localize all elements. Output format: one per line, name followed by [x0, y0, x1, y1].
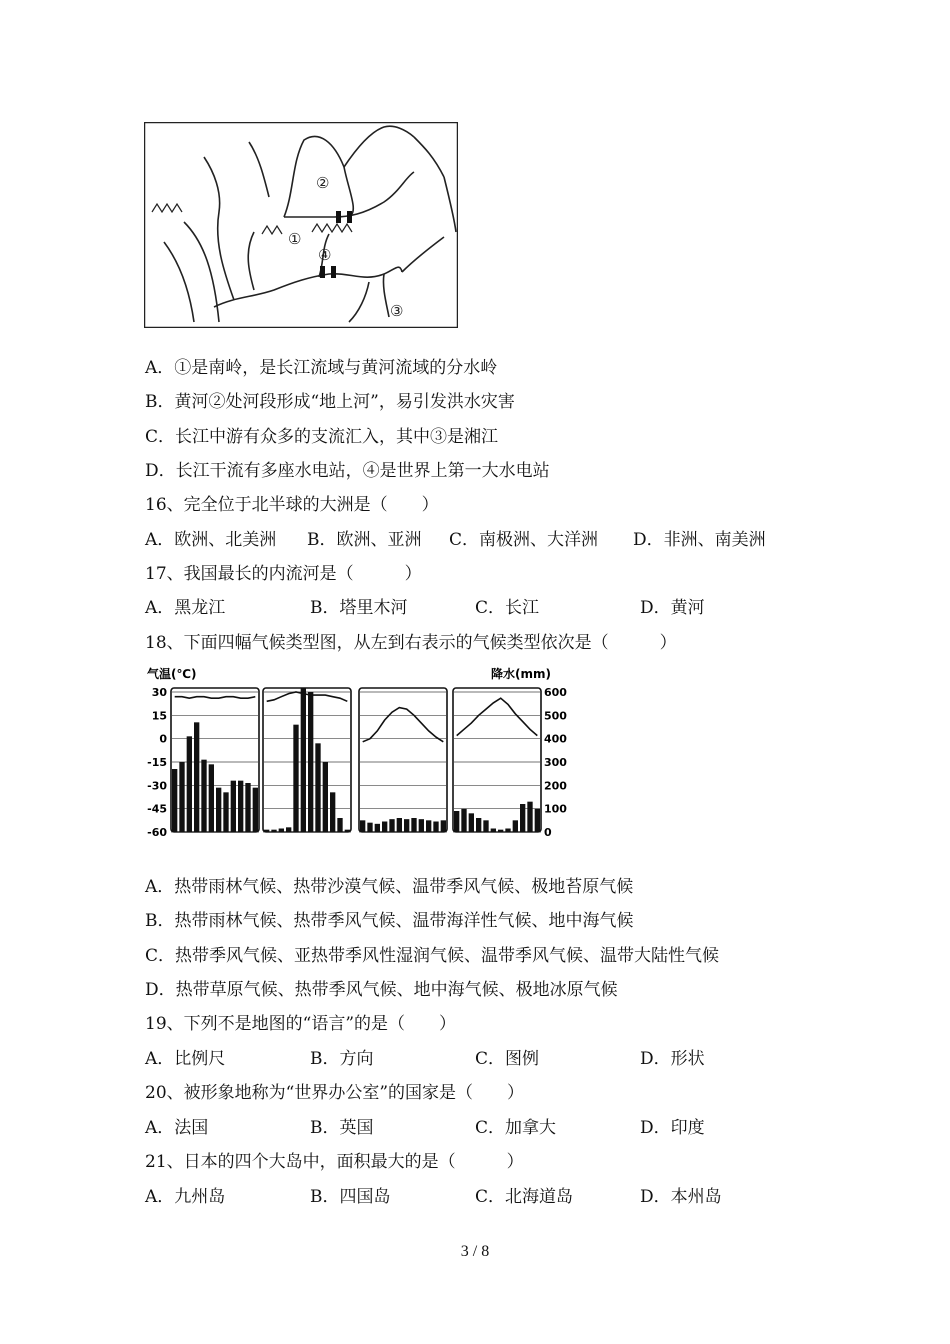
precipitation-bar: [513, 820, 518, 832]
q19-option-d: D．形状: [640, 1049, 705, 1069]
q16-option-d: D．非洲、南美洲: [633, 530, 766, 550]
q17-option-d: D．黄河: [640, 598, 705, 618]
precipitation-bar: [293, 725, 298, 832]
climate-charts-figure: [145, 664, 575, 840]
precipitation-bar: [223, 792, 228, 832]
precipitation-bar: [330, 792, 335, 832]
precipitation-bar: [360, 820, 365, 832]
precipitation-bar: [454, 811, 459, 832]
left-tick-label: 15: [151, 709, 167, 723]
precipitation-bar: [253, 788, 258, 832]
precipitation-bar: [505, 829, 510, 833]
precipitation-bar: [179, 762, 184, 832]
left-tick-label: -30: [147, 779, 167, 793]
q21-option-a: A．九州岛: [145, 1187, 226, 1207]
q15-option-a: A．①是南岭，是长江流域与黄河流域的分水岭: [145, 358, 498, 378]
map-label-4: ④: [318, 246, 332, 264]
river-map-figure: [144, 122, 458, 328]
q18-option-c: C．热带季风气候、亚热带季风性湿润气候、温带季风气候、温带大陆性气候: [145, 946, 720, 966]
precipitation-bar: [426, 820, 431, 832]
q18-option-a: A．热带雨林气候、热带沙漠气候、温带季风气候、极地苔原气候: [145, 877, 634, 897]
precipitation-bar: [286, 827, 291, 832]
right-tick-label: 600: [544, 686, 567, 699]
q19-option-c: C．图例: [475, 1049, 540, 1069]
q20-option-a: A．法国: [145, 1118, 209, 1138]
left-tick-label: 0: [159, 732, 167, 746]
q15-option-b: B．黄河②处河段形成“地上河”，易引发洪水灾害: [145, 392, 515, 412]
precipitation-bar: [345, 830, 350, 832]
q16-question: 16、完全位于北半球的大洲是（ ）: [145, 495, 439, 515]
precipitation-bar: [476, 818, 481, 832]
q16-option-b: B．欧洲、亚洲: [307, 530, 422, 550]
q19-option-a: A．比例尺: [145, 1049, 226, 1069]
precipitation-bar: [404, 819, 409, 832]
q17-option-b: B．塔里木河: [310, 598, 408, 618]
q21-question: 21、日本的四个大岛中，面积最大的是（ ）: [145, 1152, 524, 1172]
precipitation-bar: [201, 760, 206, 832]
precipitation-bar: [301, 688, 306, 832]
precipitation-bar: [271, 830, 276, 832]
q19-option-b: B．方向: [310, 1049, 374, 1069]
left-tick-label: -15: [147, 756, 167, 769]
precipitation-bar: [308, 692, 313, 832]
precipitation-bar: [337, 818, 342, 832]
q18-option-b: B．热带雨林气候、热带季风气候、温带海洋性气候、地中海气候: [145, 911, 634, 931]
precipitation-bar: [315, 743, 320, 832]
q15-option-d: D．长江干流有多座水电站，④是世界上第一大水电站: [145, 461, 550, 481]
page-number: 3 / 8: [460, 1243, 490, 1260]
right-tick-label: 500: [544, 709, 567, 723]
precipitation-bar: [367, 823, 372, 832]
q15-option-c: C．长江中游有众多的支流汇入，其中③是湘江: [145, 427, 499, 447]
climate-panel-frame: [263, 688, 351, 832]
precipitation-bar: [419, 819, 424, 832]
precipitation-bar: [382, 822, 387, 833]
precipitation-bar: [411, 818, 416, 832]
climate-panel-frame: [359, 688, 447, 832]
map-label-3: ③: [390, 302, 404, 320]
q18-question: 18、下面四幅气候类型图，从左到右表示的气候类型依次是（ ）: [145, 633, 677, 653]
q21-option-d: D．本州岛: [640, 1187, 722, 1207]
precipitation-bar: [461, 809, 466, 832]
right-tick-label: 400: [544, 732, 567, 746]
q17-option-c: C．长江: [475, 598, 540, 618]
right-tick-label: 300: [544, 756, 567, 769]
map-label-2: ②: [316, 174, 330, 192]
right-axis-label: 降水(mm): [491, 667, 551, 681]
temperature-line: [175, 697, 256, 699]
precipitation-bar: [238, 781, 243, 832]
precipitation-bar: [187, 736, 192, 832]
right-tick-label: 100: [544, 802, 567, 816]
q19-question: 19、下列不是地图的“语言”的是（ ）: [145, 1014, 457, 1034]
precipitation-bar: [279, 829, 284, 833]
left-tick-label: -45: [147, 802, 167, 816]
q17-question: 17、我国最长的内流河是（ ）: [145, 564, 422, 584]
q20-option-c: C．加拿大: [475, 1118, 557, 1138]
precipitation-bar: [498, 830, 503, 832]
right-tick-label: 0: [544, 826, 552, 839]
precipitation-bar: [441, 820, 446, 832]
precipitation-bar: [209, 764, 214, 832]
precipitation-bar: [491, 829, 496, 833]
q21-option-b: B．四国岛: [310, 1187, 391, 1207]
precipitation-bar: [323, 762, 328, 832]
temperature-line: [457, 698, 538, 735]
q20-option-d: D．印度: [640, 1118, 705, 1138]
precipitation-bar: [194, 722, 199, 832]
precipitation-bar: [469, 813, 474, 832]
precipitation-bar: [375, 824, 380, 832]
q21-option-c: C．北海道岛: [475, 1187, 574, 1207]
precipitation-bar: [389, 819, 394, 832]
precipitation-bar: [172, 769, 177, 832]
q18-option-d: D．热带草原气候、热带季风气候、地中海气候、极地冰原气候: [145, 980, 618, 1000]
temperature-line: [267, 692, 348, 701]
temperature-line: [363, 708, 444, 742]
q16-option-c: C．南极洲、大洋洲: [449, 530, 599, 550]
left-tick-label: 30: [151, 686, 167, 699]
q16-option-a: A．欧洲、北美洲: [145, 530, 277, 550]
right-tick-label: 200: [544, 779, 567, 793]
precipitation-bar: [216, 788, 221, 832]
precipitation-bar: [535, 809, 540, 832]
precipitation-bar: [433, 822, 438, 833]
precipitation-bar: [264, 830, 269, 832]
precipitation-bar: [527, 802, 532, 832]
left-tick-label: -60: [147, 826, 167, 839]
map-label-1: ①: [288, 230, 302, 248]
q17-option-a: A．黑龙江: [145, 598, 226, 618]
left-axis-label: 气温(℃): [147, 667, 197, 681]
precipitation-bar: [245, 783, 250, 832]
q20-option-b: B．英国: [310, 1118, 374, 1138]
precipitation-bar: [397, 818, 402, 832]
q20-question: 20、被形象地称为“世界办公室”的国家是（ ）: [145, 1083, 525, 1103]
precipitation-bar: [483, 820, 488, 832]
precipitation-bar: [231, 781, 236, 832]
precipitation-bar: [520, 804, 525, 832]
